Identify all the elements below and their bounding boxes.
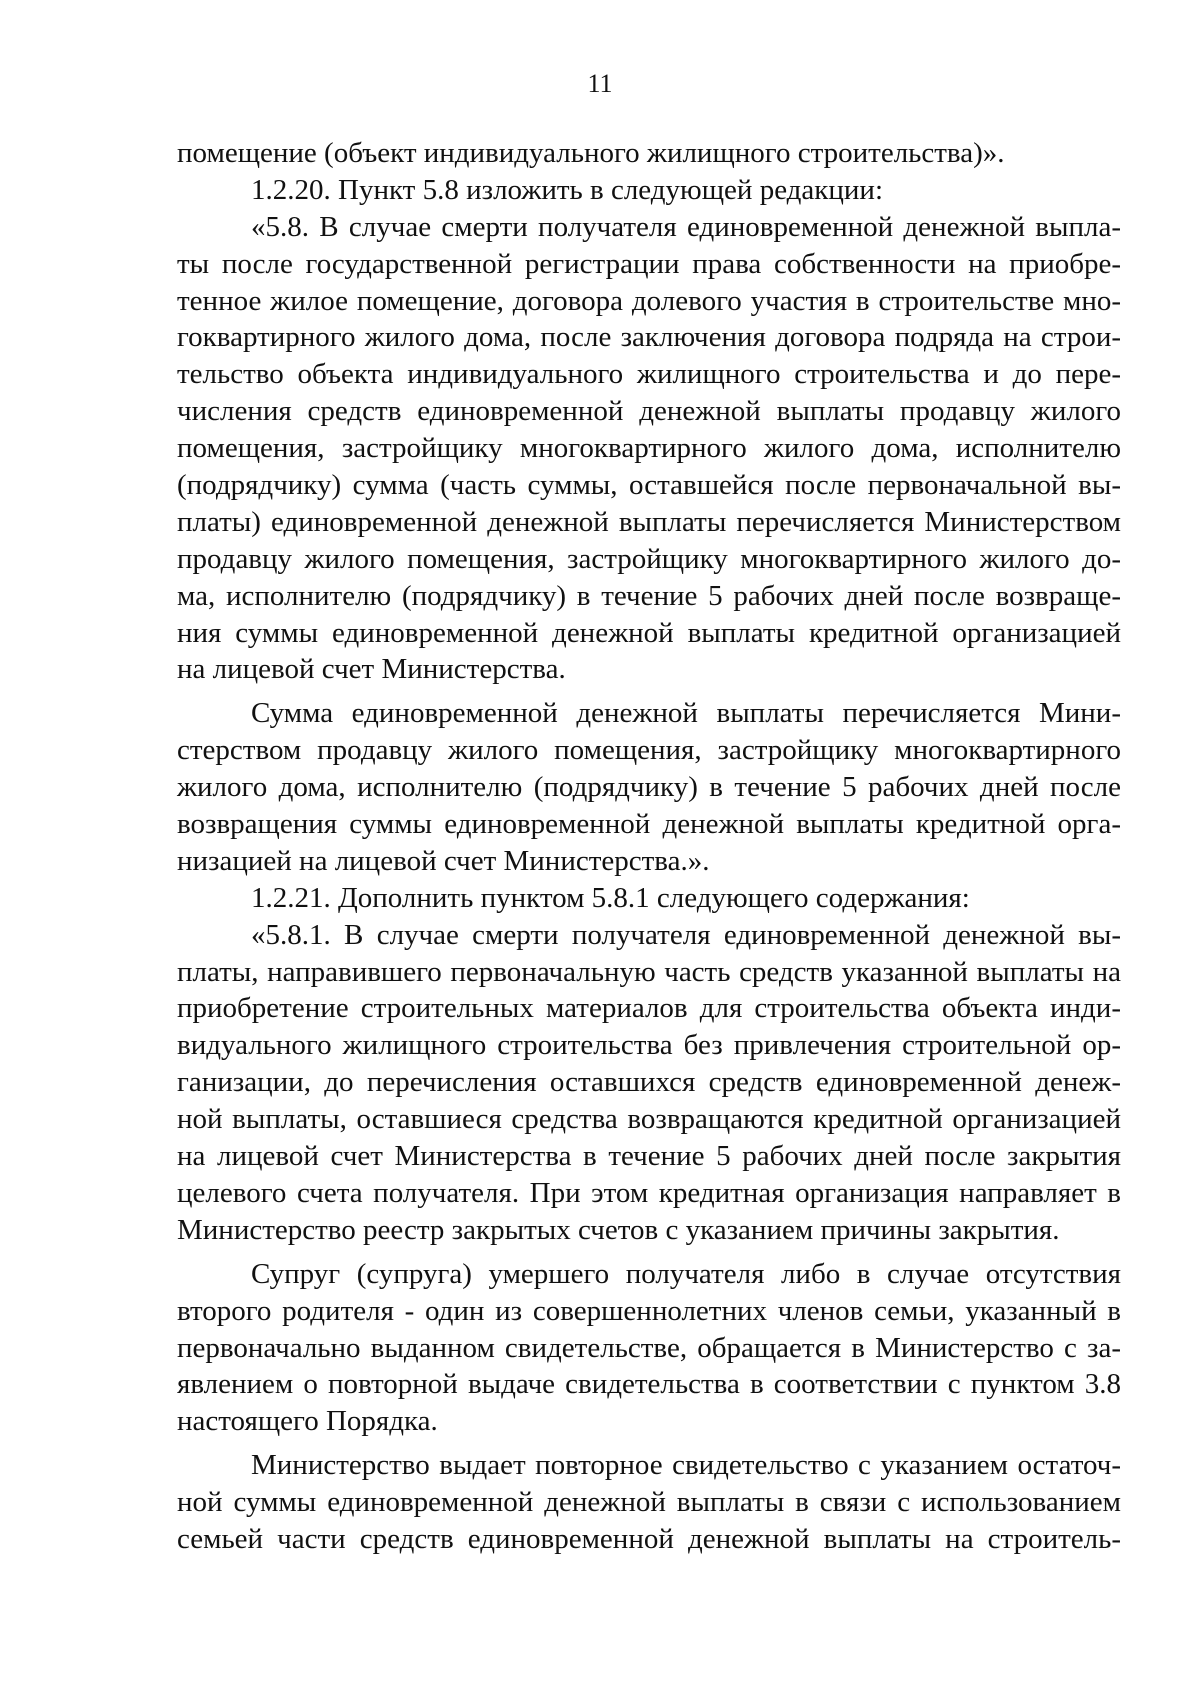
text-line: возвращения суммы единовременной денежной выплаты кредитной орга- — [177, 808, 1121, 841]
text-line: на лицевой счет Министерства. — [177, 653, 566, 686]
text-line: Сумма единовременной денежной выплаты перечисляется Мини- — [251, 697, 1121, 730]
text-line: тельство объекта индивидуального жилищного строительства и до пере- — [177, 358, 1121, 391]
text-line: семьей части средств единовременной денежной выплаты на строитель- — [177, 1522, 1121, 1555]
text-line: помещения, застройщику многоквартирного жилого дома, исполнителю — [177, 432, 1121, 465]
text-line: (подрядчику) сумма (часть суммы, оставшейся после первоначальной вы- — [177, 469, 1121, 502]
text-line: ты после государственной регистрации права собственности на приобре- — [177, 247, 1121, 280]
text-line: продавцу жилого помещения, застройщику многоквартирного жилого до- — [177, 542, 1121, 575]
document-body — [177, 135, 1121, 1558]
text-line: 1.2.21. Дополнить пунктом 5.8.1 следующего содержания: — [251, 881, 970, 914]
text-line: ной выплаты, оставшиеся средства возвращаются кредитной организацией — [177, 1103, 1121, 1136]
text-line: помещение (объект индивидуального жилищного строительства)». — [177, 137, 1005, 169]
text-line: 1.2.20. Пункт 5.8 изложить в следующей редакции: — [251, 173, 884, 206]
text-line: первоначально выданном свидетельстве, обращается в Министерство с за- — [177, 1331, 1121, 1364]
text-line: целевого счета получателя. При этом кредитная организация направляет в — [177, 1176, 1121, 1209]
text-line: Министерство реестр закрытых счетов с указанием причины закрытия. — [177, 1213, 1060, 1246]
text-line: платы) единовременной денежной выплаты перечисляется Министерством — [177, 505, 1121, 538]
text-line: явлением о повторной выдаче свидетельства в соответствии с пунктом 3.8 — [177, 1368, 1121, 1401]
text-line: гоквартирного жилого дома, после заключения договора подряда на строи- — [177, 321, 1121, 354]
text-line: приобретение строительных материалов для строительства объекта инди- — [177, 992, 1121, 1025]
text-line: Супруг (супруга) умершего получателя либо в случае отсутствия — [251, 1257, 1121, 1290]
text-line: видуального жилищного строительства без привлечения строительной ор- — [177, 1029, 1121, 1062]
text-line: «5.8.1. В случае смерти получателя единовременной денежной вы- — [251, 918, 1121, 951]
text-line: жилого дома, исполнителю (подрядчику) в течение 5 рабочих дней после — [177, 771, 1121, 804]
text-line: ма, исполнителю (подрядчику) в течение 5 рабочих дней после возвраще- — [177, 579, 1121, 612]
text-line: «5.8. В случае смерти получателя единовременной денежной выпла- — [251, 210, 1121, 243]
text-line: стерством продавцу жилого помещения, застройщику многоквартирного — [177, 734, 1121, 767]
text-line: ной суммы единовременной денежной выплаты в связи с использованием — [177, 1486, 1121, 1519]
text-line: тенное жилое помещение, договора долевого участия в строительстве мно- — [177, 284, 1121, 317]
text-line: ния суммы единовременной денежной выплаты кредитной организацией — [177, 616, 1121, 649]
text-line: платы, направившего первоначальную часть средств указанной выплаты на — [177, 955, 1121, 988]
page-number: 11 — [587, 69, 613, 98]
text-line: Министерство выдает повторное свидетельство с указанием остаточ- — [251, 1449, 1121, 1482]
text-line: низацией на лицевой счет Министерства.». — [177, 844, 710, 877]
text-line: второго родителя - один из совершеннолетних членов семьи, указанный в — [177, 1294, 1121, 1327]
text-line: числения средств единовременной денежной выплаты продавцу жилого — [177, 395, 1121, 428]
text-line: ганизации, до перечисления оставшихся средств единовременной денеж- — [177, 1066, 1121, 1099]
text-line: на лицевой счет Министерства в течение 5 рабочих дней после закрытия — [177, 1140, 1121, 1173]
text-line: настоящего Порядка. — [177, 1405, 438, 1438]
